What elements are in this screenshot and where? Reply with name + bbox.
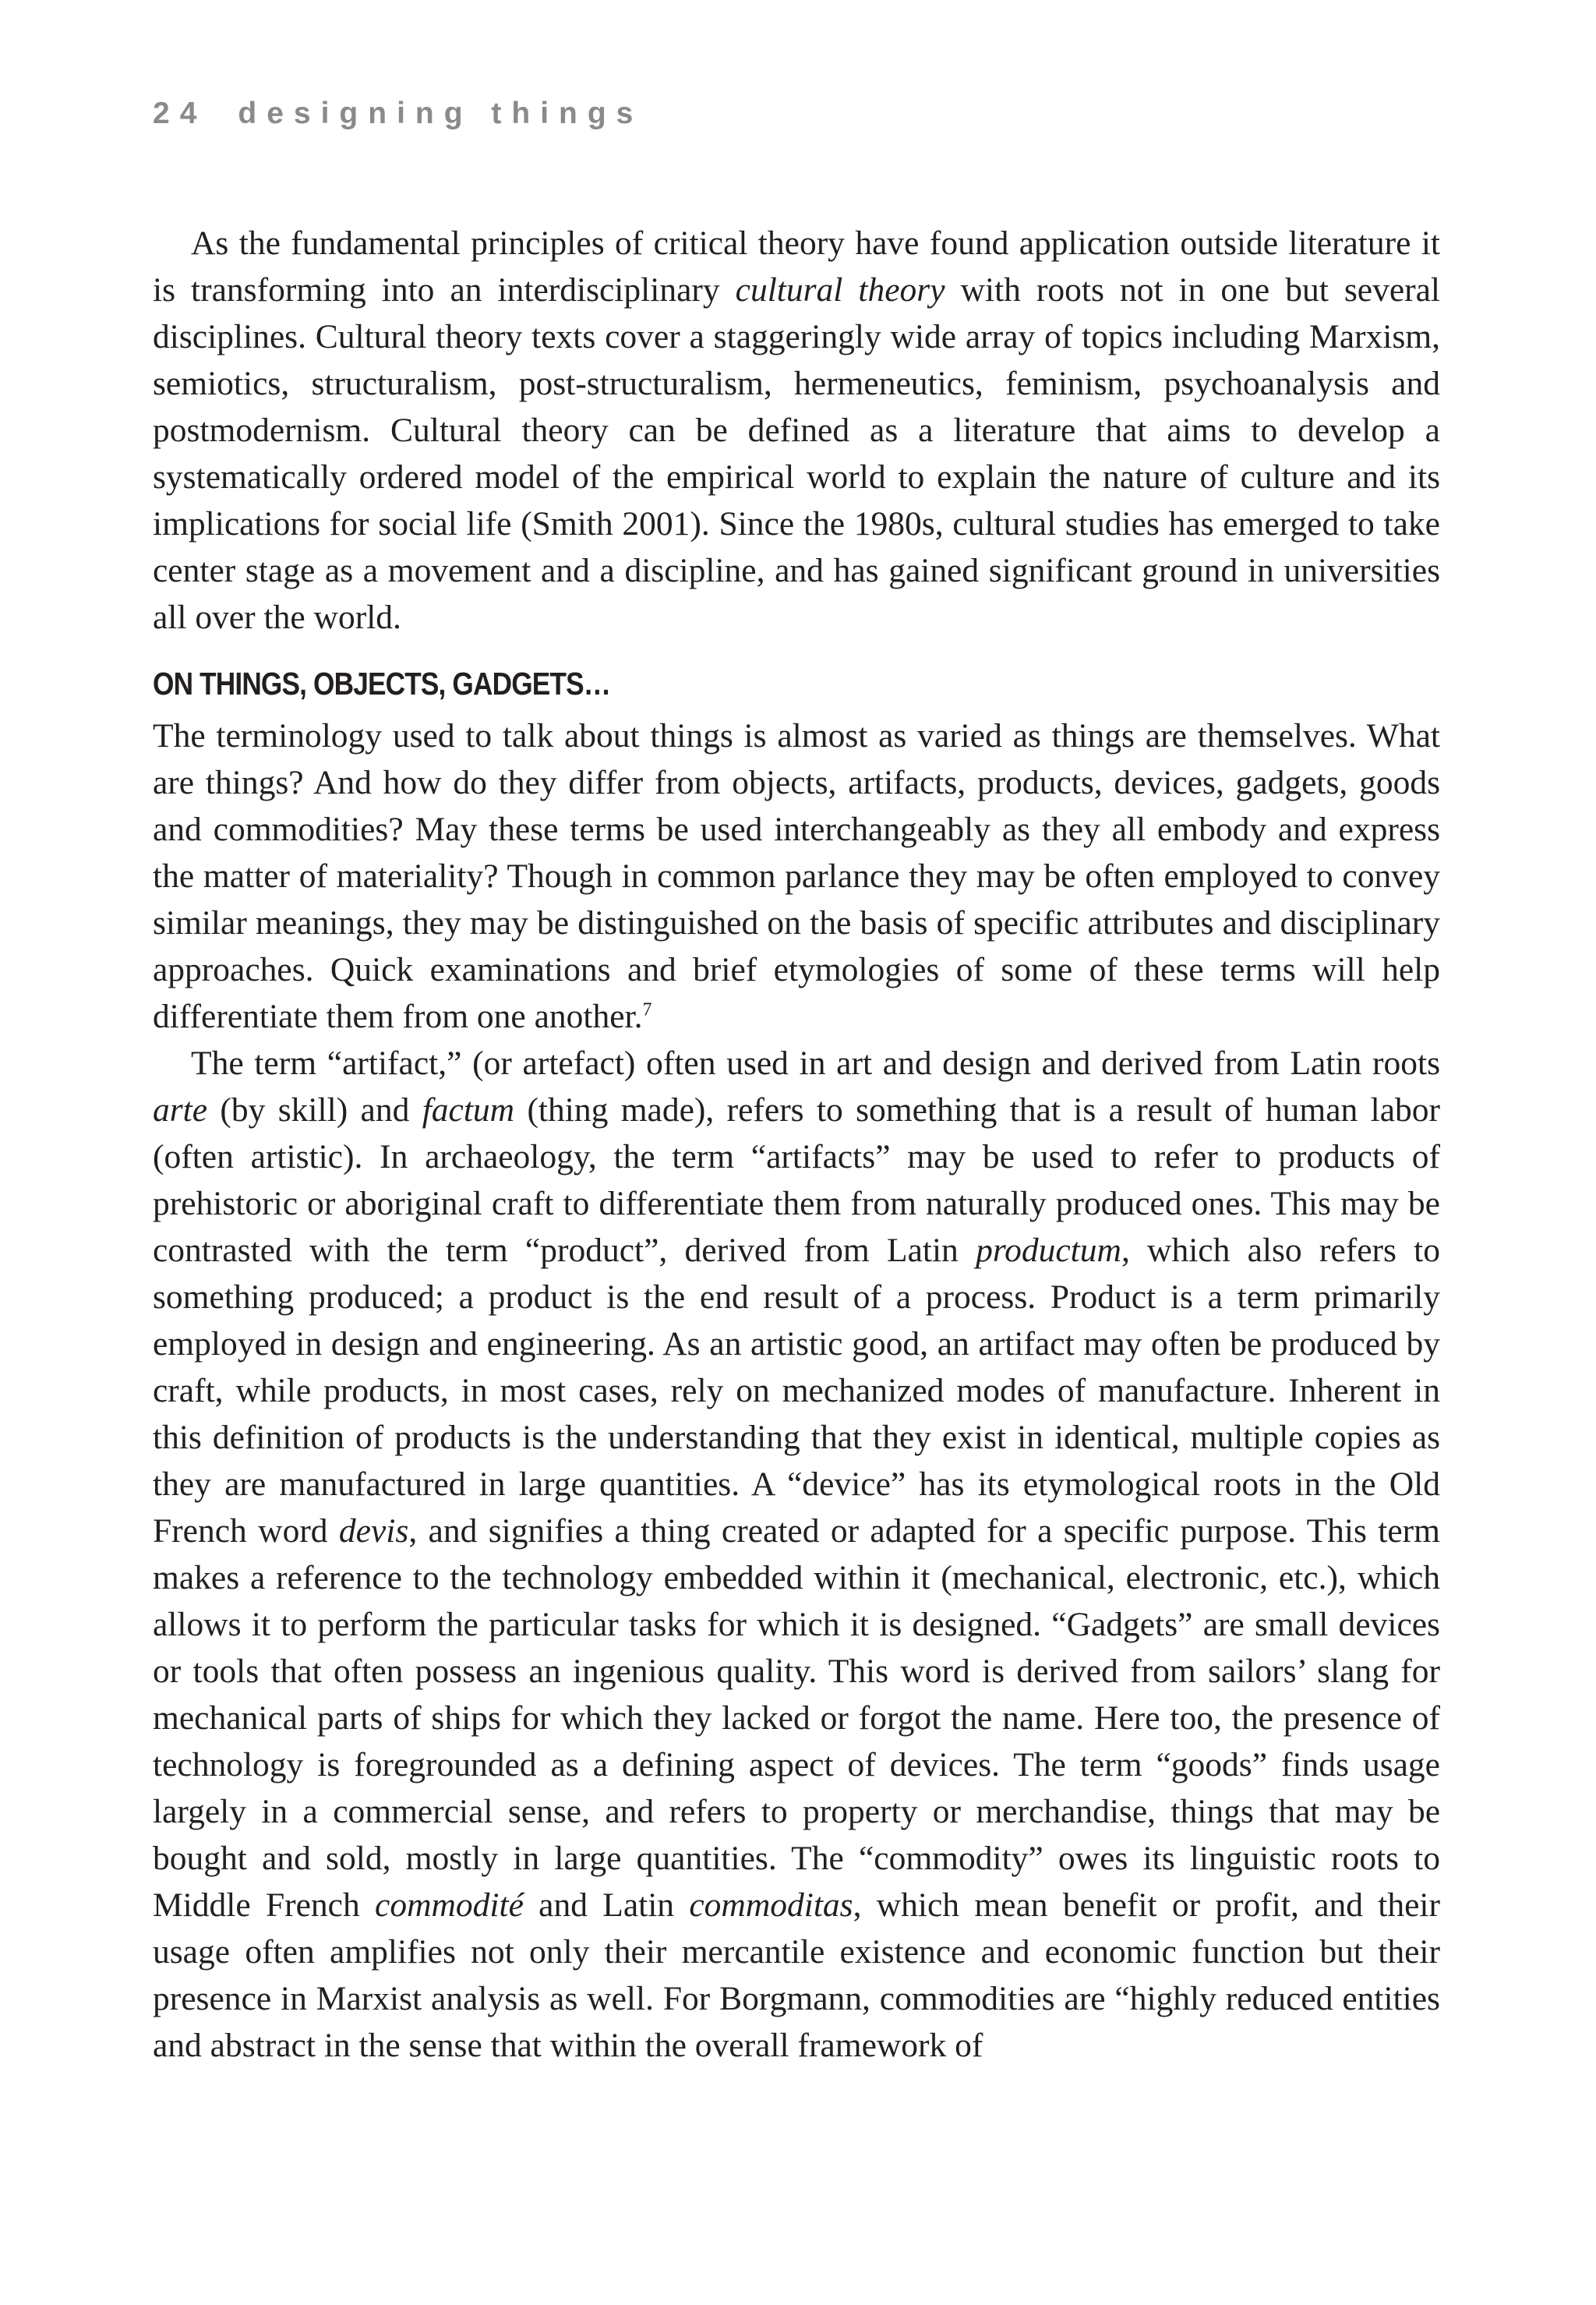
running-title: designing things <box>238 97 644 130</box>
paragraph-artifact: The term “artifact,” (or artefact) often used in art and design and derived from Latin roots arte (by skill) and factum (thing made), refers to something that is a result of human labor (often artistic). In archaeology, the term “artifacts” may be used to refer to products of prehistoric or aboriginal craft to differentiate them from naturally produced ones. This may be contrasted with the term “product”, derived from Latin productum, which also refers to something produced; a product is the end result of a process. Product is a term primarily employed in design and engineering. As an artistic good, an artifact may often be produced by craft, while products, in most cases, rely on mechanized modes of manufacture. Inherent in this definition of products is the understanding that they exist in identical, multiple copies as they are manufactured in large quantities. A “device” has its etymological roots in the Old French word devis, and signifies a thing created or adapted for a specific purpose. This term makes a reference to the technology embedded within it (mechanical, electronic, etc.), which allows it to perform the particular tasks for which it is designed. “Gadgets” are small devices or tools that often possess an ingenious quality. This word is derived from sailors’ slang for mechanical parts of ships for which they lacked or forgot the name. Here too, the presence of technology is foregrounded as a defining aspect of devices. The term “goods” finds usage largely in a commercial sense, and refers to property or merchandise, things that may be bought and sold, mostly in large quantities. The “commodity” owes its linguistic roots to Middle French commodité and Latin commoditas, which mean benefit or profit, and their usage often amplifies not only their mercantile existence and economic function but their presence in Marxist analysis as well. For Borgmann, commodities are “highly reduced entities and abstract in the sense that within the overall framework of <box>153 1045 1441 2064</box>
emphasis-productum: productum <box>976 1232 1121 1269</box>
paragraph-terminology: The terminology used to talk about things is almost as varied as things are themselves. What are things? And how do they differ from objects, artifacts, products, devices, gadgets, goods and commodities? May these terms be used interchangeably as they all embody and express the matter of materiality? Though in common parlance they may be often employed to convey similar meanings, they may be distinguished on the basis of specific attributes and disciplinary approaches. Quick examinations and brief etymologies of some of these terms will help differentiate them from one another.$^7$ <box>153 717 1440 1035</box>
emphasis-factum: factum <box>422 1091 515 1129</box>
page-number: 24 <box>153 97 207 130</box>
emphasis-arte: arte <box>153 1091 208 1129</box>
emphasis-commoditas: commoditas <box>689 1886 853 1924</box>
paragraph-cultural-theory: As the fundamental principles of critical theory have found application outside literature it is transforming into an interdisciplinary cultural theory with roots not in one but several disciplines. Cultural theory texts cover a staggeringly wide array of topics including Marxism, semiotics, structuralism, post-structuralism, hermeneutics, feminism, psychoanalysis and postmodernism. Cultural theory can be defined as a literature that aims to develop a systematically ordered model of the empirical world to explain the nature of culture and its implications for social life (Smith 2001). Since the 1980s, cultural studies has emerged to take center stage as a movement and a discipline, and has gained significant ground in universities all over the world. <box>153 224 1441 636</box>
body-text <box>153 220 1440 2069</box>
emphasis-commodite: commodité <box>375 1886 524 1924</box>
emphasis-cultural-theory: cultural theory <box>735 271 945 309</box>
running-head <box>153 97 643 131</box>
footnote-ref: 7 <box>642 999 652 1020</box>
section-heading: ON THINGS, OBJECTS, GADGETS… <box>153 666 611 702</box>
emphasis-devis: devis <box>338 1512 409 1550</box>
